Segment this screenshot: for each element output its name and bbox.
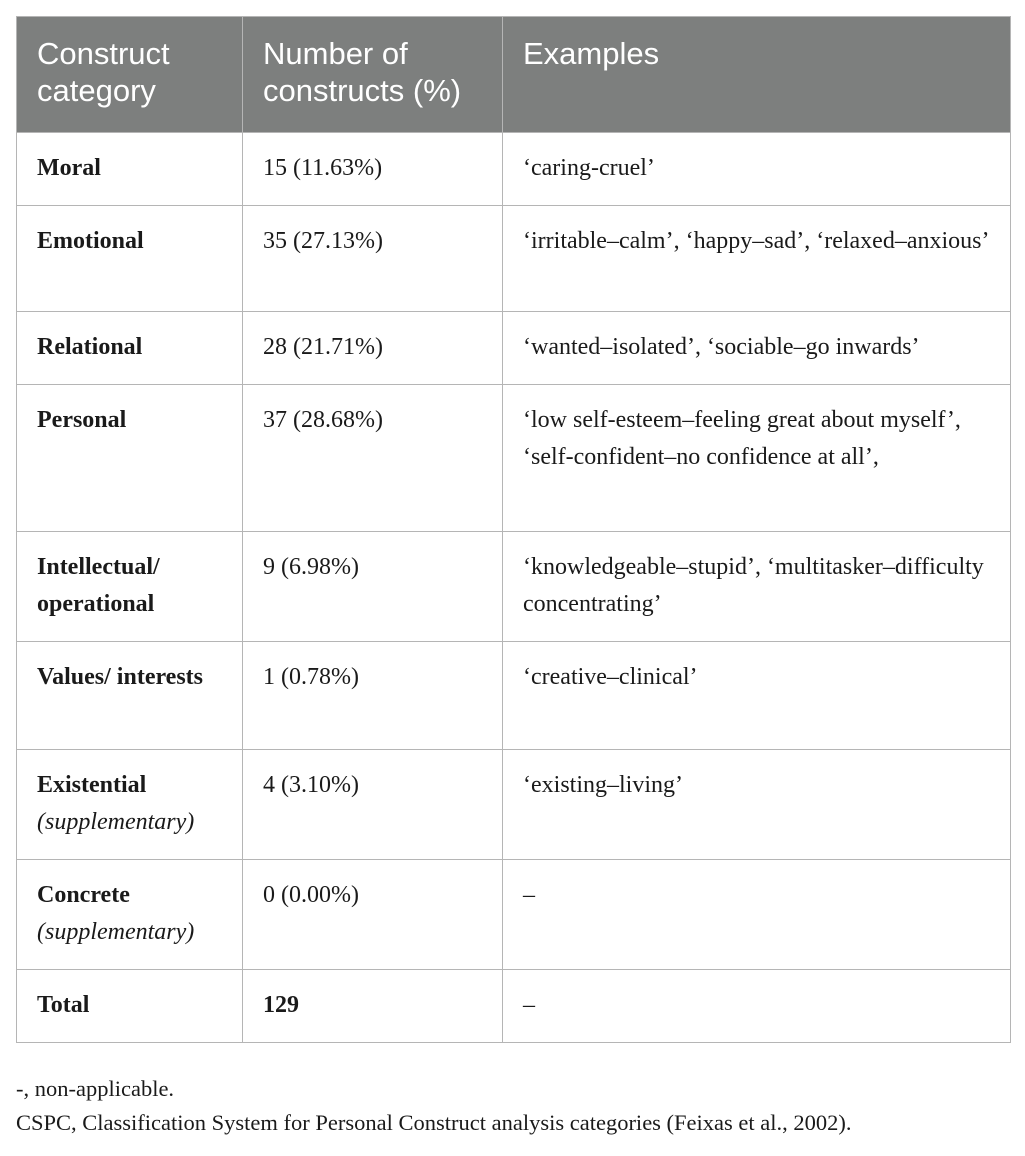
- table-row: [17, 133, 1011, 206]
- category-cell: [17, 312, 243, 385]
- count-cell: 37 (28.68%): [243, 385, 503, 532]
- header-number-of-constructs: Number of constructs (%): [243, 17, 503, 133]
- examples-cell: ‘wanted–isolated’, ‘sociable–go inwards’: [503, 312, 1011, 385]
- count-cell: 9 (6.98%): [243, 532, 503, 642]
- header-examples: Examples: [503, 17, 1011, 133]
- examples-cell: ‘knowledgeable–stupid’, ‘multitasker–difficulty concentrating’: [503, 532, 1011, 642]
- category-cell: [17, 206, 243, 312]
- header-construct-category: Construct category: [17, 17, 243, 133]
- examples-cell: ‘creative–clinical’: [503, 642, 1011, 750]
- category-name: Concrete: [37, 882, 130, 908]
- category-note: (supplementary): [37, 919, 195, 945]
- count-cell: 28 (21.71%): [243, 312, 503, 385]
- category-name: Values/ interests: [37, 664, 204, 690]
- examples-cell: ‘caring-cruel’: [503, 133, 1011, 206]
- table-row: [17, 750, 1011, 860]
- category-name: Personal: [37, 407, 127, 433]
- category-name: Relational: [37, 334, 143, 360]
- count-cell: 15 (11.63%): [243, 133, 503, 206]
- category-cell: [17, 970, 243, 1043]
- table-row: [17, 206, 1011, 312]
- examples-cell: ‘low self-esteem–feeling great about myself’, ‘self-confident–no confidence at all’,: [503, 385, 1011, 532]
- category-cell: [17, 385, 243, 532]
- table-row: [17, 312, 1011, 385]
- category-cell: [17, 750, 243, 860]
- table-header: [17, 17, 1011, 133]
- examples-cell: ‘existing–living’: [503, 750, 1011, 860]
- count-cell: 1 (0.78%): [243, 642, 503, 750]
- table-row: [17, 532, 1011, 642]
- category-name: Existential: [37, 772, 147, 798]
- table-row-total: [17, 970, 1011, 1043]
- footnote-non-applicable: -, non-applicable.: [16, 1076, 175, 1101]
- table-row: [17, 860, 1011, 970]
- category-note: (supplementary): [37, 809, 195, 835]
- count-cell: 4 (3.10%): [243, 750, 503, 860]
- count-cell: 0 (0.00%): [243, 860, 503, 970]
- examples-cell: –: [503, 970, 1011, 1043]
- category-cell: [17, 860, 243, 970]
- examples-cell: –: [503, 860, 1011, 970]
- table-row: [17, 642, 1011, 750]
- examples-cell: ‘irritable–calm’, ‘happy–sad’, ‘relaxed–anxious’: [503, 206, 1011, 312]
- footnote-cspc: CSPC, Classification System for Personal Construct analysis categories (Feixas et al., 2002).: [16, 1110, 852, 1135]
- table-body: [17, 133, 1011, 1043]
- category-cell: [17, 133, 243, 206]
- table-row: [17, 385, 1011, 532]
- construct-table-container: [16, 16, 1010, 1043]
- table-footnotes: [16, 1072, 1016, 1140]
- category-cell: [17, 532, 243, 642]
- count-cell: 35 (27.13%): [243, 206, 503, 312]
- count-cell: 129: [243, 970, 503, 1043]
- category-name: Total: [37, 992, 90, 1018]
- category-name: Emotional: [37, 228, 144, 254]
- category-cell: [17, 642, 243, 750]
- header-row: [17, 17, 1011, 133]
- category-name: Moral: [37, 155, 101, 181]
- construct-categories-table: [16, 16, 1011, 1043]
- category-name: Intellectual/ operational: [37, 554, 160, 617]
